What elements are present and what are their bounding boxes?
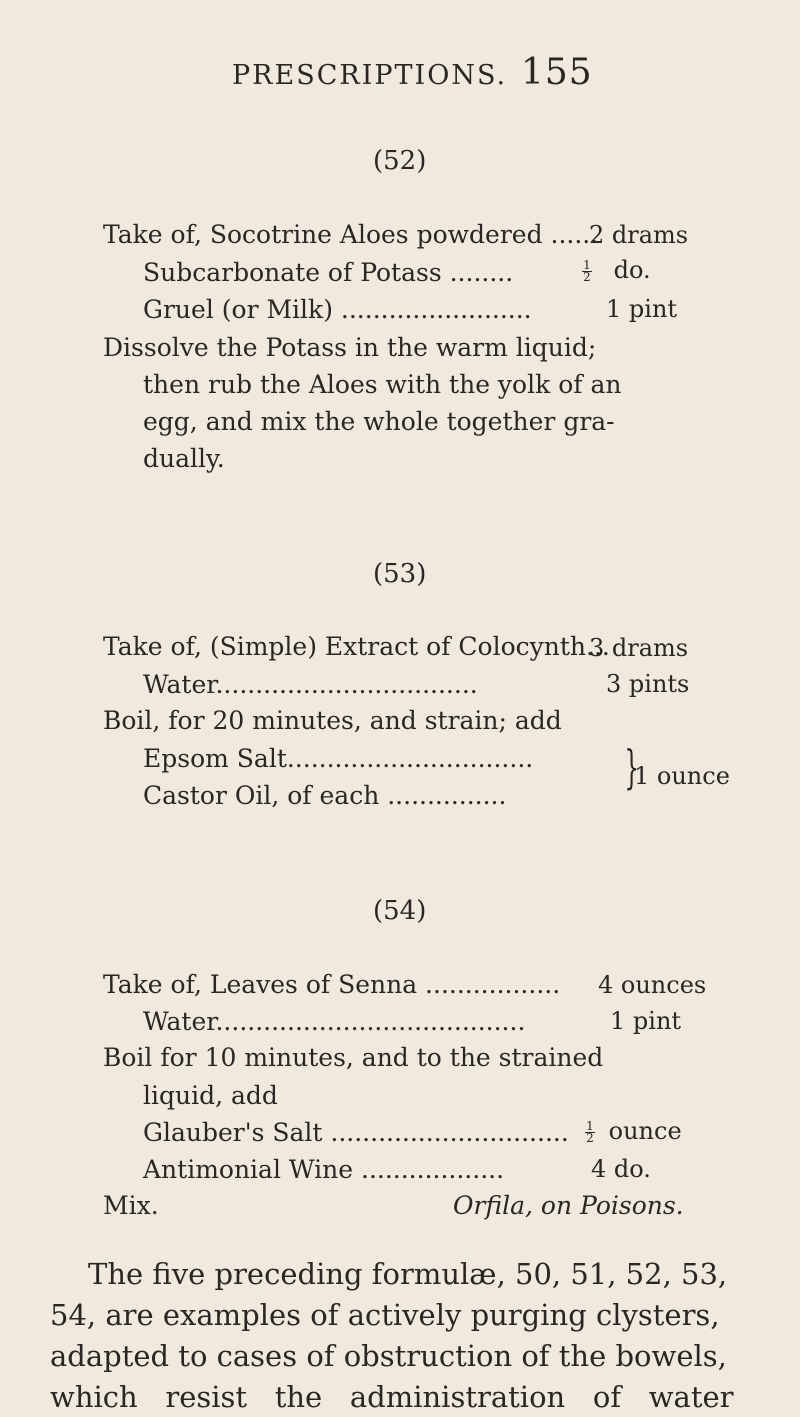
shared-qty: 1 ounce	[634, 762, 730, 790]
ingredient-line: Water.................................	[143, 670, 478, 699]
ingredient-qty: 2 drams	[589, 221, 689, 249]
ingredient-qty: 3 drams	[589, 634, 689, 662]
ingredient-qty: 4 do.	[591, 1155, 651, 1183]
source-citation: Orfila, on Poisons.	[453, 1191, 684, 1220]
grouping-brace: }	[624, 740, 639, 794]
ingredient-line: Take of, (Simple) Extract of Colocynth...	[103, 632, 610, 661]
direction-line: then rub the Aloes with the yolk of an	[143, 370, 622, 399]
ingredient-line: Water.......................................	[143, 1007, 526, 1036]
running-head: PRESCRIPTIONS.	[232, 60, 508, 91]
fraction-half: $\frac{1}{2}$	[586, 1119, 594, 1145]
ingredient-line: Gruel (or Milk) ........................	[143, 295, 532, 324]
paragraph-line: which resist the administration of water	[50, 1380, 734, 1414]
direction-line: liquid, add	[143, 1081, 278, 1110]
ingredient-line: Castor Oil, of each ...............	[143, 781, 507, 810]
ingredient-line: Antimonial Wine ..................	[143, 1155, 505, 1184]
paragraph-line: 54, are examples of actively purging clysters,	[50, 1298, 720, 1332]
ingredient-qty: 3 pints	[606, 670, 690, 698]
direction-line: dually.	[143, 444, 225, 473]
closing-instruction: Mix.	[103, 1191, 159, 1220]
recipe-number: (53)	[373, 559, 427, 589]
paragraph-line: adapted to cases of obstruction of the bowels,	[50, 1339, 727, 1373]
paragraph-line: The five preceding formulæ, 50, 51, 52, 53,	[88, 1257, 728, 1291]
ingredient-qty-fraction: $\frac{1}{2}$ do.	[583, 256, 651, 284]
ingredient-line: Epsom Salt...............................	[143, 744, 534, 773]
ingredient-line: Subcarbonate of Potass ........	[143, 258, 514, 287]
ingredient-qty-fraction: $\frac{1}{2}$ ounce	[586, 1117, 682, 1145]
ingredient-qty: 4 ounces	[598, 971, 707, 999]
direction-line: Boil, for 20 minutes, and strain; add	[103, 706, 562, 735]
direction-line: Boil for 10 minutes, and to the strained	[103, 1043, 604, 1072]
direction-line: egg, and mix the whole together gra-	[143, 407, 615, 436]
fraction-half: $\frac{1}{2}$	[583, 258, 591, 284]
ingredient-qty: 1 pint	[606, 295, 678, 323]
ingredient-line: Glauber's Salt ..............................	[143, 1118, 569, 1147]
ingredient-qty: 1 pint	[610, 1007, 682, 1035]
direction-line: Dissolve the Potass in the warm liquid;	[103, 333, 597, 362]
ingredient-line: Take of, Socotrine Aloes powdered ......	[103, 220, 599, 249]
recipe-number: (54)	[373, 896, 427, 926]
ingredient-line: Take of, Leaves of Senna .................	[103, 970, 561, 999]
page-number: 155	[521, 52, 593, 93]
recipe-number: (52)	[373, 146, 427, 176]
